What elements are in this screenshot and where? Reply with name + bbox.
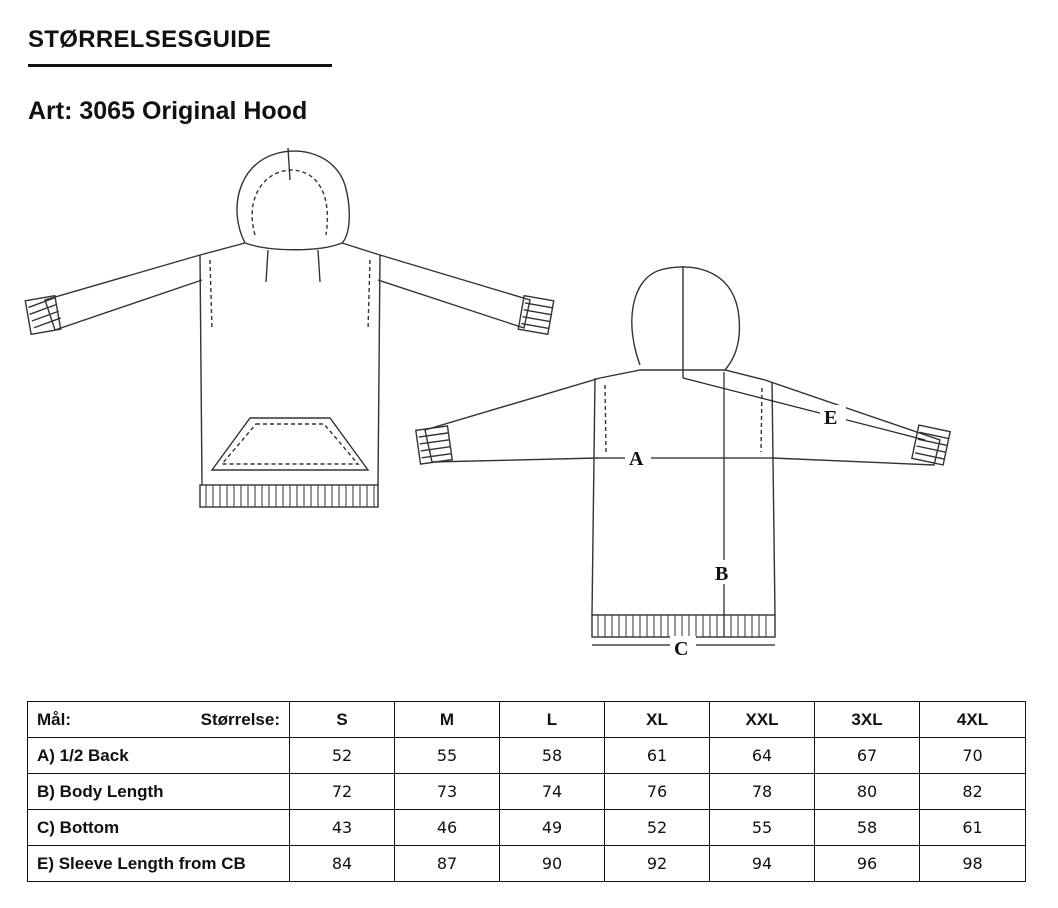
label-e: E (824, 407, 838, 429)
cell-value: 52 (605, 810, 710, 846)
size-table (27, 701, 1026, 882)
cell-value: 64 (710, 738, 815, 774)
page-heading: STØRRELSESGUIDE (28, 26, 272, 53)
row-label: E) Sleeve Length from CB (28, 846, 290, 882)
back-left-cuff (416, 426, 452, 464)
cell-value: 58 (500, 738, 605, 774)
cell-value: 76 (605, 774, 710, 810)
cell-value: 74 (500, 774, 605, 810)
size-header: XXL (710, 702, 815, 738)
size-header: M (395, 702, 500, 738)
cell-value: 73 (395, 774, 500, 810)
cell-value: 43 (290, 810, 395, 846)
cell-value: 96 (815, 846, 920, 882)
cell-value: 52 (290, 738, 395, 774)
cell-value: 72 (290, 774, 395, 810)
table-row (28, 846, 1026, 882)
back-hoodie-drawing (416, 266, 950, 658)
size-header: 3XL (815, 702, 920, 738)
cell-value: 55 (710, 810, 815, 846)
header-label-cell (28, 702, 290, 738)
article-title: Art: 3065 Original Hood (28, 97, 308, 125)
cell-value: 55 (395, 738, 500, 774)
cell-value: 98 (920, 846, 1026, 882)
cell-value: 49 (500, 810, 605, 846)
label-b: B (715, 563, 729, 585)
table-row (28, 774, 1026, 810)
row-label: C) Bottom (28, 810, 290, 846)
size-header: XL (605, 702, 710, 738)
cell-value: 84 (290, 846, 395, 882)
header-size-label: Størrelse: (200, 709, 280, 729)
cell-value: 90 (500, 846, 605, 882)
size-header: 4XL (920, 702, 1026, 738)
cell-value: 58 (815, 810, 920, 846)
size-header: S (290, 702, 395, 738)
back-right-cuff (912, 425, 950, 465)
cell-value: 46 (395, 810, 500, 846)
row-label: B) Body Length (28, 774, 290, 810)
cell-value: 61 (605, 738, 710, 774)
cell-value: 61 (920, 810, 1026, 846)
cell-value: 92 (605, 846, 710, 882)
cell-value: 78 (710, 774, 815, 810)
size-header: L (500, 702, 605, 738)
row-label: A) 1/2 Back (28, 738, 290, 774)
table-header-row (28, 702, 1026, 738)
label-c: C (674, 638, 689, 660)
heading-underline (28, 64, 332, 67)
cell-value: 94 (710, 846, 815, 882)
cell-value: 67 (815, 738, 920, 774)
hoodie-illustration (0, 140, 1058, 680)
table-row (28, 738, 1026, 774)
cell-value: 82 (920, 774, 1026, 810)
front-hoodie-drawing (25, 148, 553, 507)
cell-value: 70 (920, 738, 1026, 774)
table-row (28, 810, 1026, 846)
header-measure-label: Mål: (37, 709, 71, 729)
cell-value: 87 (395, 846, 500, 882)
label-a: A (629, 448, 644, 470)
cell-value: 80 (815, 774, 920, 810)
front-left-cuff (25, 296, 61, 335)
